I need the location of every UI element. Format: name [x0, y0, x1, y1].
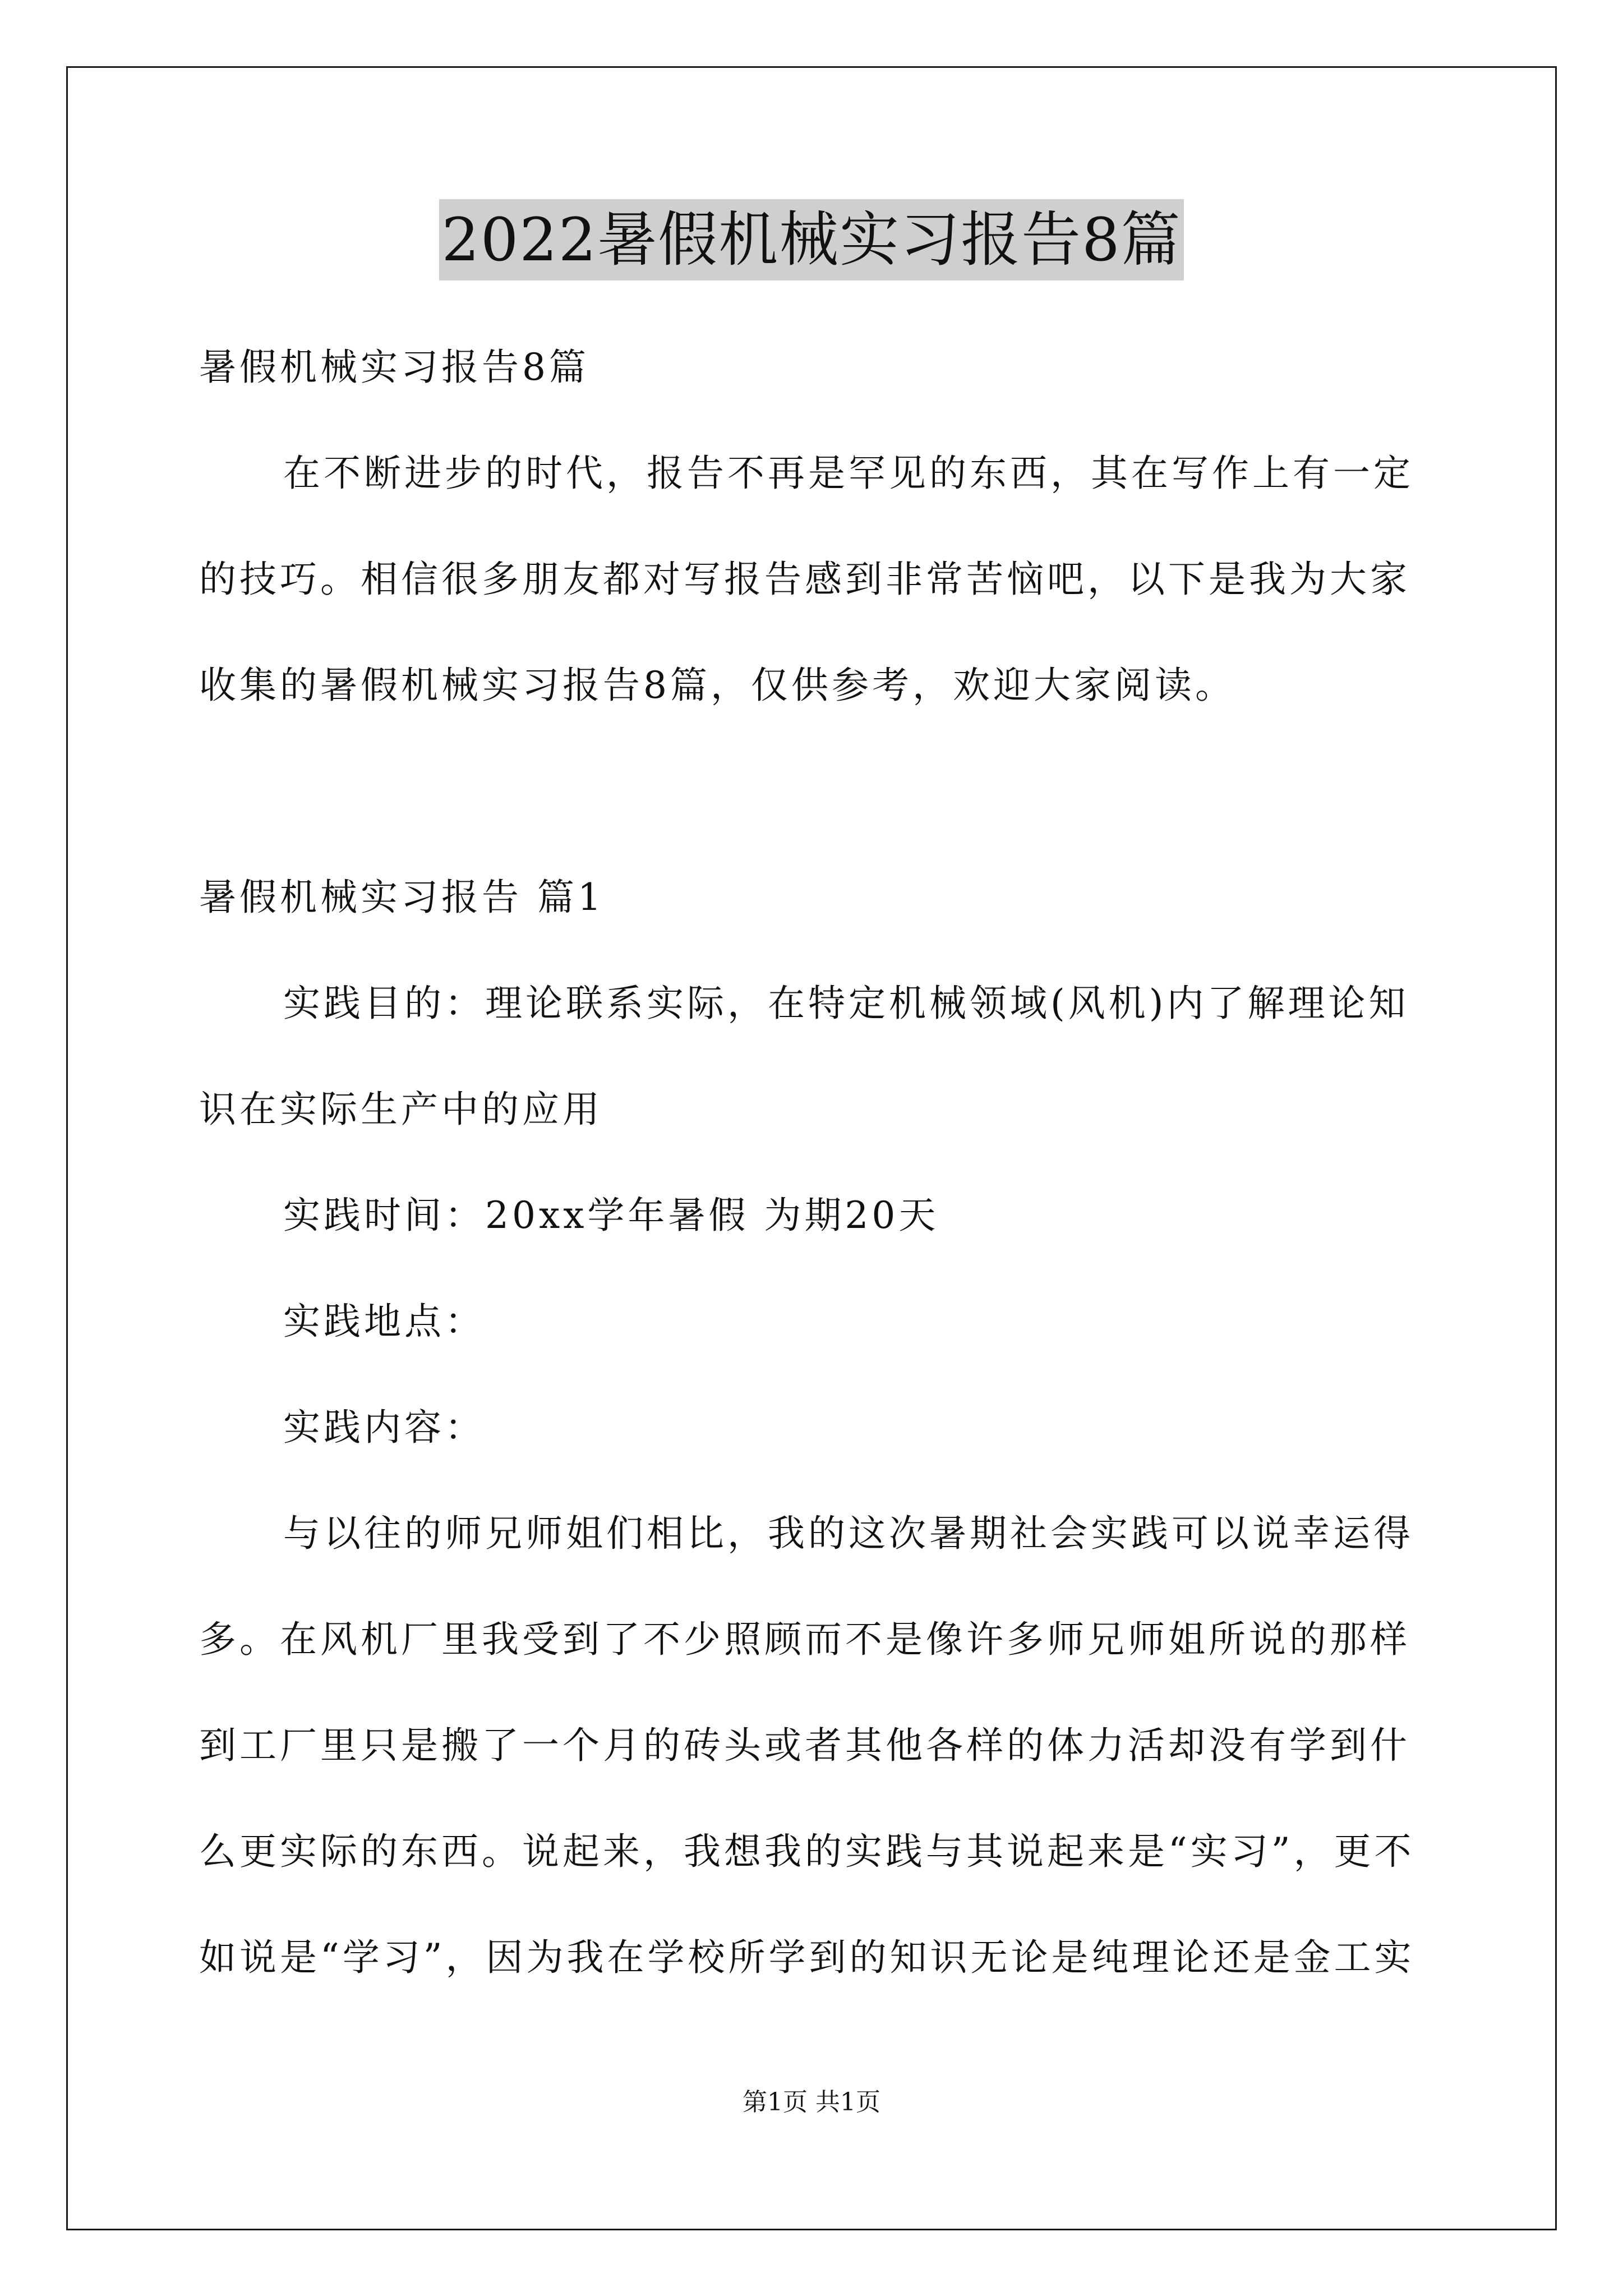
intro-line-1: 在不断进步的时代，报告不再是罕见的东西，其在写作上有一定	[283, 452, 1414, 495]
document-title: 2022暑假机械实习报告8篇	[439, 199, 1183, 280]
body-line-3: 到工厂里只是搬了一个月的砖头或者其他各样的体力活却没有学到什	[199, 1724, 1410, 1767]
body-line-5: 如说是“学习”，因为我在学校所学到的知识无论是纯理论还是金工实	[199, 1936, 1415, 1979]
page-footer: 第1页 共1页	[743, 2088, 880, 2116]
location-line: 实践地点：	[283, 1300, 485, 1343]
time-line: 实践时间：20xx学年暑假 为期20天	[283, 1194, 939, 1237]
title-container	[0, 199, 1623, 280]
body-line-4: 么更实际的东西。说起来，我想我的实践与其说起来是“实习”，更不	[199, 1830, 1415, 1873]
body-line-2: 多。在风机厂里我受到了不少照顾而不是像许多师兄师姐所说的那样	[199, 1618, 1410, 1661]
paragraph-gap	[199, 738, 1433, 844]
subtitle-line: 暑假机械实习报告8篇	[199, 346, 589, 389]
purpose-line-2: 识在实际生产中的应用	[199, 1088, 603, 1131]
document-body	[199, 314, 1433, 2010]
purpose-line-1: 实践目的：理论联系实际，在特定机械领域(风机)内了解理论知	[283, 982, 1409, 1025]
section-heading-1: 暑假机械实习报告 篇1	[199, 876, 605, 919]
intro-line-3: 收集的暑假机械实习报告8篇，仅供参考，欢迎大家阅读。	[199, 664, 1235, 707]
intro-line-2: 的技巧。相信很多朋友都对写报告感到非常苦恼吧，以下是我为大家	[199, 558, 1410, 601]
content-label-line: 实践内容：	[283, 1406, 485, 1449]
body-line-1: 与以往的师兄师姐们相比，我的这次暑期社会实践可以说幸运得	[283, 1512, 1414, 1555]
